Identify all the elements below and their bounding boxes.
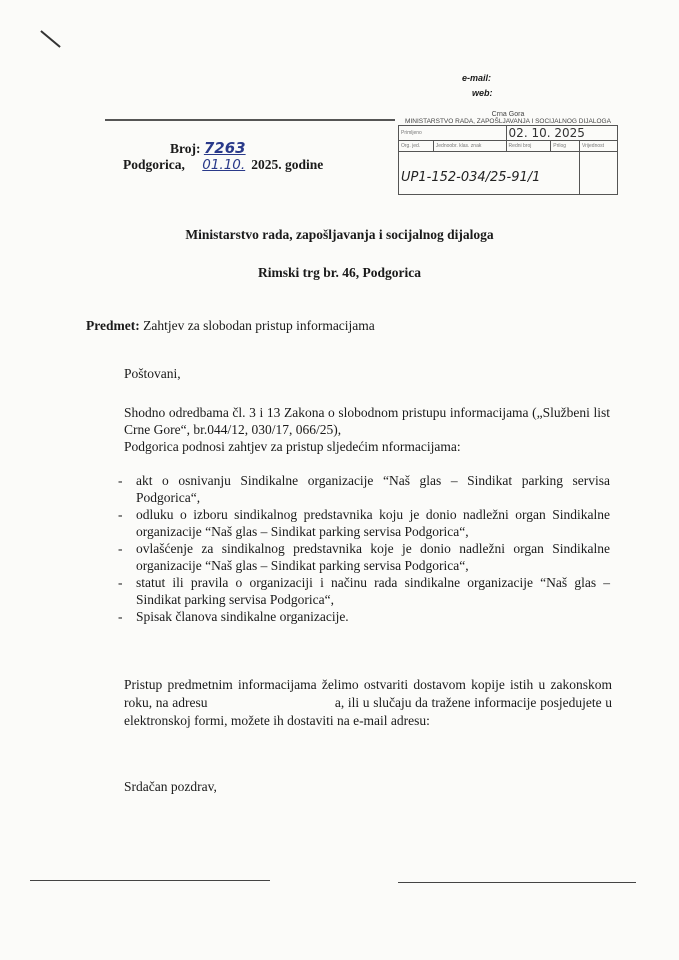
number-line bbox=[170, 140, 246, 157]
intro-text: Shodno odredbama čl. 3 i 13 Zakona o slobodnom pristupu informacijama („Službeni list Crne Gore“, br.044/12, 030/17, 066/25), bbox=[124, 405, 610, 437]
list-item: - Spisak članova sindikalne organizacije. bbox=[118, 608, 610, 625]
stamp-col: Vrijednost bbox=[579, 141, 617, 152]
stamp-col: Redni broj bbox=[506, 141, 551, 152]
stamp-country: Crna Gora bbox=[491, 111, 525, 118]
stamp-col: Jednoobr. klas. znak bbox=[433, 141, 506, 152]
stamp-col: Org. jed. bbox=[399, 141, 434, 152]
number-label: Broj: bbox=[170, 141, 201, 156]
list-item: - ovlašćenje za sindikalnog predstavnika koje je donio nadležni organ Sindikalne organizacije “Naš glas – Sindikat parking servisa Podgorica“, bbox=[118, 540, 610, 574]
stamp-col: Prilog bbox=[551, 141, 580, 152]
stamp-reference: UP1-152-034/25-91/1 bbox=[399, 152, 580, 195]
list-item: - akt o osnivanju Sindikalne organizacije “Naš glas – Sindikat parking servisa Podgorica“, bbox=[118, 472, 610, 506]
subject-line bbox=[86, 317, 375, 334]
email-label: e-mail: bbox=[462, 73, 492, 83]
stamp-ministry: MINISTARSTVO RADA, ZAPOŠLJAVANJA I SOCIJALNOG DIJALOGA bbox=[405, 118, 611, 125]
closing: Srdačan pozdrav, bbox=[124, 779, 217, 794]
subject: Zahtjev za slobodan pristup informacijama bbox=[143, 318, 375, 333]
requested-items bbox=[118, 472, 610, 625]
corner-mark bbox=[40, 30, 60, 48]
date-value: 01.10. bbox=[202, 157, 246, 173]
stamp-received-date: 02. 10. 2025 bbox=[506, 126, 617, 141]
list-item: - odluku o izboru sindikalnog predstavnika koju je donio nadležni organ Sindikalne organizacije “Naš glas – Sindikat parking servisa Podgorica“, bbox=[118, 506, 610, 540]
recipient-address: Rimski trg br. 46, Podgorica bbox=[258, 265, 421, 280]
web-label: web: bbox=[472, 88, 493, 98]
signature-line-right bbox=[398, 882, 636, 883]
access-paragraph bbox=[124, 676, 612, 730]
intro-paragraph bbox=[124, 404, 610, 455]
stamp-received-label: Primljeno bbox=[399, 126, 507, 141]
date-line bbox=[123, 156, 323, 174]
number-value: 7263 bbox=[203, 139, 246, 157]
list-item: - statut ili pravila o organizaciji i načinu rada sindikalne organizacije “Naš glas – Sindikat parking servisa Podgorica“, bbox=[118, 574, 610, 608]
received-stamp bbox=[398, 111, 618, 195]
place-label: Podgorica, bbox=[123, 157, 185, 172]
header-rule bbox=[105, 119, 395, 121]
signature-line-left bbox=[30, 880, 270, 881]
access-text-2: a, ili u slučaju da tražene informacije posjedujete u elektronskoj formi, možete ih dostaviti na e-mail adresu: bbox=[124, 695, 613, 728]
access-text: Pristup predmetnim informacijama želimo ostvariti dostavom kopije istih u zakonskom roku, na adresu bbox=[124, 677, 612, 710]
subject-label: Predmet: bbox=[86, 318, 140, 333]
recipient: Ministarstvo rada, zapošljavanja i socijalnog dijaloga bbox=[185, 227, 494, 242]
date-suffix: 2025. godine bbox=[251, 157, 324, 172]
greeting: Poštovani, bbox=[124, 366, 181, 381]
intro-text-2: Podgorica podnosi zahtjev za pristup sljedećim nformacijama: bbox=[124, 439, 461, 454]
